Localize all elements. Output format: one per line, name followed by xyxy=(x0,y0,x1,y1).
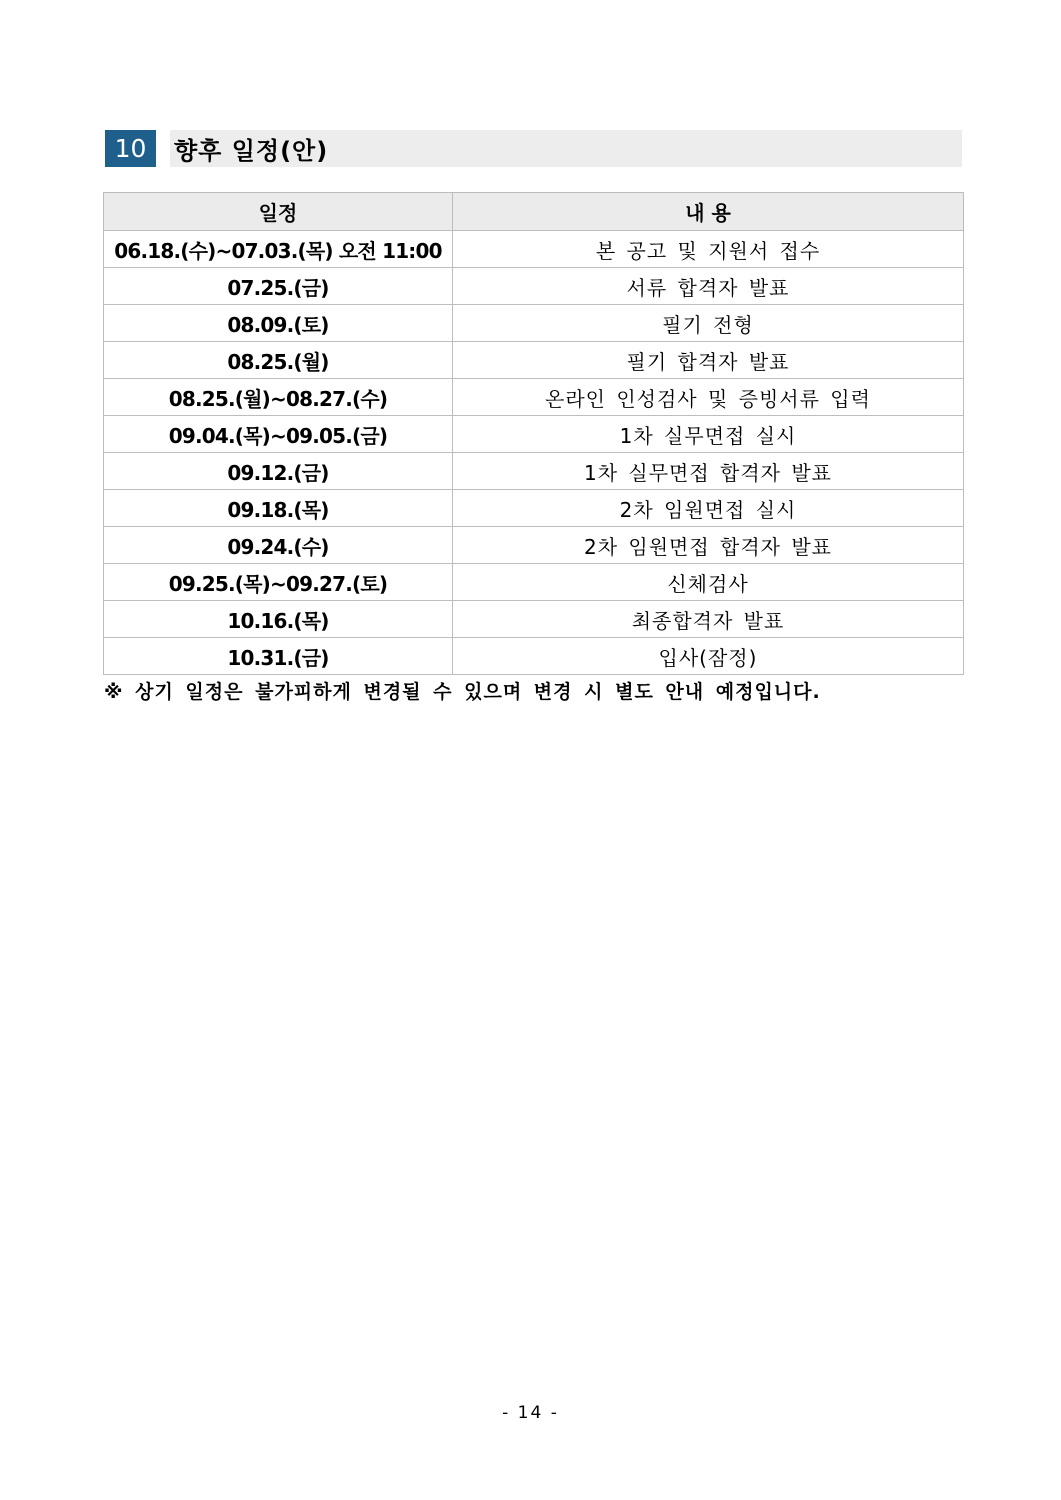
section-number-badge: 10 xyxy=(105,130,156,167)
column-header-content: 내 용 xyxy=(453,193,964,231)
schedule-date: 09.25.(목)~09.27.(토) xyxy=(104,564,453,601)
schedule-content: 필기 전형 xyxy=(453,305,964,342)
table-row xyxy=(104,416,964,453)
schedule-content: 2차 임원면접 실시 xyxy=(453,490,964,527)
schedule-content: 본 공고 및 지원서 접수 xyxy=(453,231,964,268)
schedule-table xyxy=(103,192,964,675)
schedule-content: 필기 합격자 발표 xyxy=(453,342,964,379)
section-title: 향후 일정(안) xyxy=(174,137,329,165)
table-row xyxy=(104,268,964,305)
table-row xyxy=(104,231,964,268)
table-row xyxy=(104,379,964,416)
schedule-content: 신체검사 xyxy=(453,564,964,601)
schedule-content: 서류 합격자 발표 xyxy=(453,268,964,305)
schedule-content: 온라인 인성검사 및 증빙서류 입력 xyxy=(453,379,964,416)
schedule-change-note: ※ 상기 일정은 불가피하게 변경될 수 있으며 변경 시 별도 안내 예정입니다. xyxy=(104,681,821,703)
schedule-date: 09.24.(수) xyxy=(104,527,453,564)
table-row xyxy=(104,601,964,638)
schedule-date: 09.18.(목) xyxy=(104,490,453,527)
section-title-bar xyxy=(170,130,962,167)
section-header xyxy=(105,130,962,167)
schedule-date: 06.18.(수)~07.03.(목) 오전 11:00 xyxy=(104,231,453,268)
table-row xyxy=(104,490,964,527)
column-header-date: 일정 xyxy=(104,193,453,231)
table-row xyxy=(104,564,964,601)
table-row xyxy=(104,305,964,342)
schedule-content: 1차 실무면접 합격자 발표 xyxy=(453,453,964,490)
page-number: - 14 - xyxy=(502,1403,559,1423)
schedule-content: 최종합격자 발표 xyxy=(453,601,964,638)
schedule-date: 08.25.(월) xyxy=(104,342,453,379)
table-row xyxy=(104,638,964,675)
schedule-content: 입사(잠정) xyxy=(453,638,964,675)
schedule-date: 09.04.(목)~09.05.(금) xyxy=(104,416,453,453)
schedule-content: 1차 실무면접 실시 xyxy=(453,416,964,453)
table-row xyxy=(104,342,964,379)
schedule-date: 09.12.(금) xyxy=(104,453,453,490)
table-row xyxy=(104,453,964,490)
schedule-date: 10.16.(목) xyxy=(104,601,453,638)
schedule-date: 08.09.(토) xyxy=(104,305,453,342)
schedule-date: 10.31.(금) xyxy=(104,638,453,675)
schedule-date: 07.25.(금) xyxy=(104,268,453,305)
table-header-row xyxy=(104,193,964,231)
table-row xyxy=(104,527,964,564)
schedule-content: 2차 임원면접 합격자 발표 xyxy=(453,527,964,564)
schedule-date: 08.25.(월)~08.27.(수) xyxy=(104,379,453,416)
